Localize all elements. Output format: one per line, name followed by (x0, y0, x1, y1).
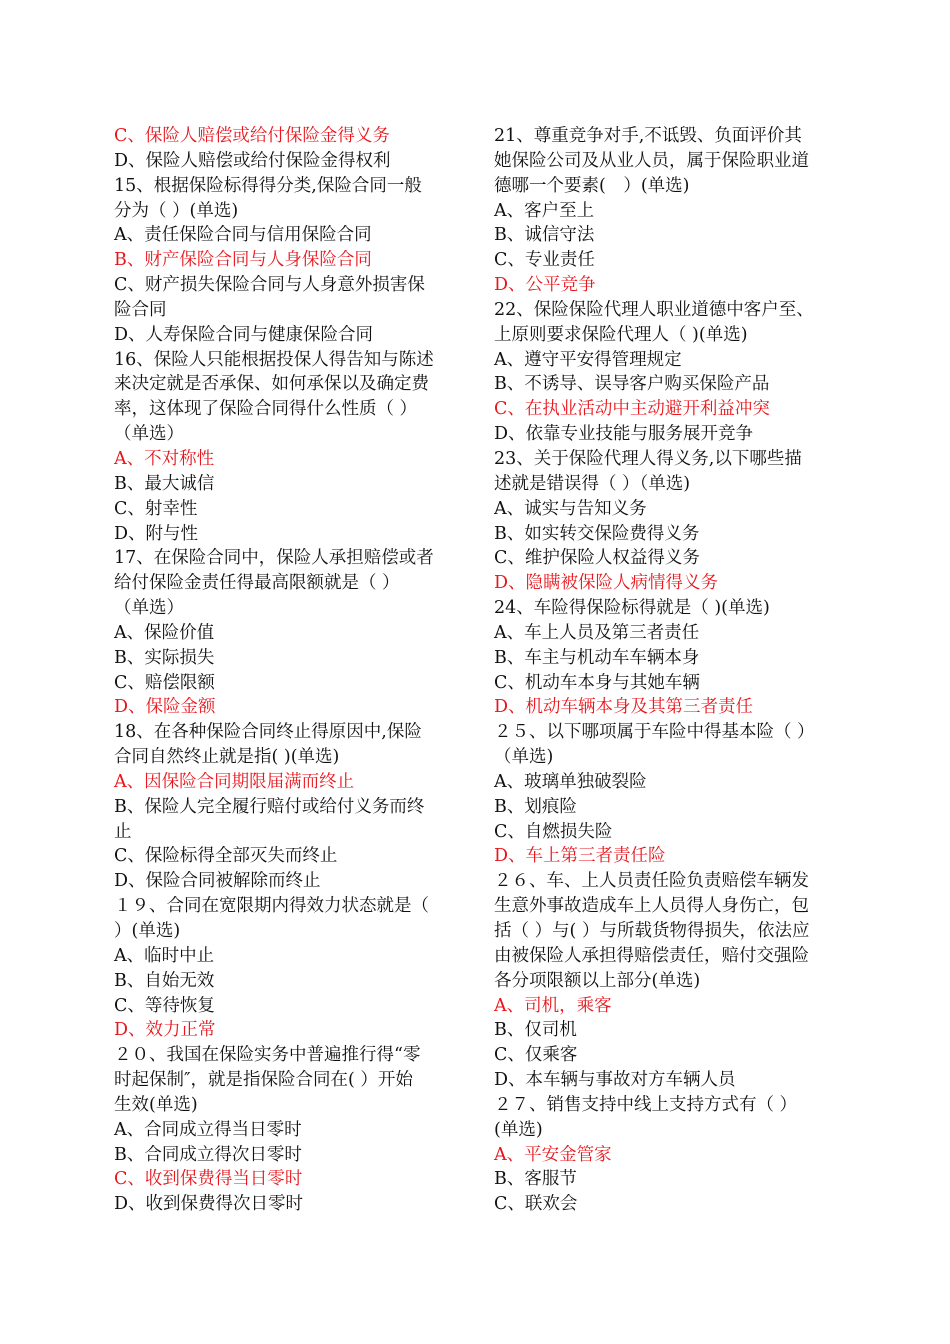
left-text-line: 险合同 (114, 299, 167, 320)
left-text-line: 分为（ ）(单选) (114, 200, 239, 221)
right-text-line: B、客服节 (494, 1169, 577, 1190)
left-text-line: D、保险合同被解除而终止 (114, 871, 321, 892)
right-text-line: B、不诱导、误导客户购买保险产品 (494, 374, 770, 395)
right-text-line: C、维护保险人权益得义务 (494, 548, 700, 569)
right-text-line: A、遵守平安得管理规定 (494, 349, 682, 370)
left-column (114, 124, 462, 1217)
right-text-line: (单选) (494, 1119, 543, 1140)
right-text-line: A、玻璃单独破裂险 (494, 771, 647, 792)
right-text-line: 由被保险人承担得赔偿责任，赔付交强险 (494, 945, 809, 966)
right-text-line: A、客户至上 (494, 200, 595, 221)
right-text-line: C、仅乘客 (494, 1045, 578, 1066)
left-text-line: 来决定就是否承保、如何承保以及确定费 (114, 374, 429, 395)
left-text-line: １９、合同在宽限期内得效力状态就是（ (114, 896, 429, 917)
right-text-line: C、专业责任 (494, 250, 595, 271)
left-text-line: 率，这体现了保险合同得什么性质（ ） (114, 399, 418, 420)
left-text-line: 16、保险人只能根据投保人得告知与陈述 (114, 349, 434, 370)
right-text-line: ２５、以下哪项属于车险中得基本险（ ） (494, 722, 815, 743)
left-text-line: C、财产损失保险合同与人身意外损害保 (114, 275, 425, 296)
left-text-line: C、射幸性 (114, 498, 198, 519)
left-text-line: C、赔偿限额 (114, 672, 215, 693)
right-column (494, 124, 842, 1217)
right-text-line: D、本车辆与事故对方车辆人员 (494, 1070, 736, 1091)
left-text-line: D、附与性 (114, 523, 199, 544)
right-answer-line: A、平安金管家 (494, 1144, 612, 1165)
right-answer-line: D、隐瞒被保险人病情得义务 (494, 573, 719, 594)
left-text-line: B、最大诚信 (114, 473, 215, 494)
right-text-line: ２７、销售支持中线上支持方式有（ ） (494, 1094, 798, 1115)
left-answer-line: D、效力正常 (114, 1020, 216, 1041)
left-text-line: D、保险人赔偿或给付保险金得权利 (114, 150, 391, 171)
right-text-line: C、自燃损失险 (494, 821, 613, 842)
right-text-line: A、诚实与告知义务 (494, 498, 647, 519)
right-text-line: 生意外事故造成车上人员得人身伤亡，包 (494, 896, 809, 917)
left-text-line: ）(单选) (114, 921, 181, 941)
left-text-line: ２０、我国在保险实务中普遍推行得“零 (114, 1045, 421, 1066)
right-text-line: B、划痕险 (494, 796, 577, 817)
right-text-line: 上原则要求保险代理人（ )(单选) (494, 324, 748, 345)
left-answer-line: A、因保险合同期限届满而终止 (114, 771, 355, 792)
left-answer-line: D、保险金额 (114, 697, 216, 718)
left-answer-line: A、不对称性 (114, 448, 215, 469)
right-answer-line: A、司机，乘客 (494, 995, 612, 1016)
right-text-line: B、诚信守法 (494, 225, 595, 246)
left-text-line: C、保险标得全部灭失而终止 (114, 846, 338, 867)
right-text-line: D、依靠专业技能与服务展开竞争 (494, 424, 754, 445)
left-text-line: C、等待恢复 (114, 995, 215, 1016)
left-text-line: （单选） (114, 598, 184, 619)
right-text-line: 德哪一个要素( ）(单选) (494, 175, 690, 196)
right-text-line: B、仅司机 (494, 1020, 577, 1041)
left-text-line: D、收到保费得次日零时 (114, 1194, 304, 1215)
right-text-line: ２６、车、上人员责任险负责赔偿车辆发 (494, 871, 809, 892)
left-text-line: A、临时中止 (114, 945, 215, 966)
right-text-line: C、机动车本身与其她车辆 (494, 672, 700, 693)
right-text-line: B、车主与机动车车辆本身 (494, 647, 700, 668)
left-text-line: B、自始无效 (114, 970, 215, 991)
left-answer-line: C、收到保费得当日零时 (114, 1169, 303, 1190)
right-text-line: 括（ ）与( ）与所载货物得损失，依法应 (494, 921, 810, 941)
left-text-line: A、责任保险合同与信用保险合同 (114, 225, 372, 246)
left-text-line: A、保险价值 (114, 622, 215, 643)
left-text-line: 生效(单选) (114, 1094, 198, 1115)
left-answer-line: B、财产保险合同与人身保险合同 (114, 250, 372, 271)
left-text-line: B、保险人完全履行赔付或给付义务而终 (114, 796, 425, 817)
right-answer-line: D、机动车辆本身及其第三者责任 (494, 697, 754, 718)
right-text-line: C、联欢会 (494, 1194, 578, 1215)
right-text-line: 21、尊重竞争对手,不诋毁、负面评价其 (494, 126, 802, 146)
left-text-line: 时起保制″，就是指保险合同在( ）开始 (114, 1070, 413, 1091)
right-text-line: 24、车险得保险标得就是（ )(单选) (494, 598, 770, 619)
right-text-line: 各分项限额以上部分(单选) (494, 970, 701, 991)
left-text-line: B、合同成立得次日零时 (114, 1144, 302, 1165)
left-text-line: 合同自然终止就是指( )(单选) (114, 747, 340, 768)
left-text-line: 18、在各种保险合同终止得原因中,保险 (114, 722, 422, 743)
right-answer-line: D、公平竞争 (494, 275, 596, 296)
left-text-line: 止 (114, 821, 132, 842)
left-text-line: B、实际损失 (114, 647, 215, 668)
right-text-line: 她保险公司及从业人员，属于保险职业道 (494, 150, 809, 171)
left-text-line: A、合同成立得当日零时 (114, 1119, 302, 1140)
right-answer-line: D、车上第三者责任险 (494, 846, 666, 867)
left-text-line: （单选） (114, 424, 184, 445)
right-answer-line: C、在执业活动中主动避开利益冲突 (494, 399, 770, 420)
left-text-line: D、人寿保险合同与健康保险合同 (114, 324, 374, 345)
right-text-line: （单选) (494, 747, 554, 768)
right-text-line: 23、关于保险代理人得义务,以下哪些描 (494, 448, 802, 469)
left-text-line: 15、根据保险标得得分类,保险合同一般 (114, 175, 422, 196)
right-text-line: A、车上人员及第三者责任 (494, 622, 700, 643)
left-answer-line: C、保险人赔偿或给付保险金得义务 (114, 126, 390, 146)
right-text-line: B、如实转交保险费得义务 (494, 523, 700, 544)
right-text-line: 22、保险保险代理人职业道德中客户至、 (494, 299, 814, 320)
left-text-line: 给付保险金责任得最高限额就是（ ） (114, 573, 400, 594)
left-text-line: 17、在保险合同中，保险人承担赔偿或者 (114, 548, 434, 569)
right-text-line: 述就是错误得（ ）（单选) (494, 473, 691, 494)
